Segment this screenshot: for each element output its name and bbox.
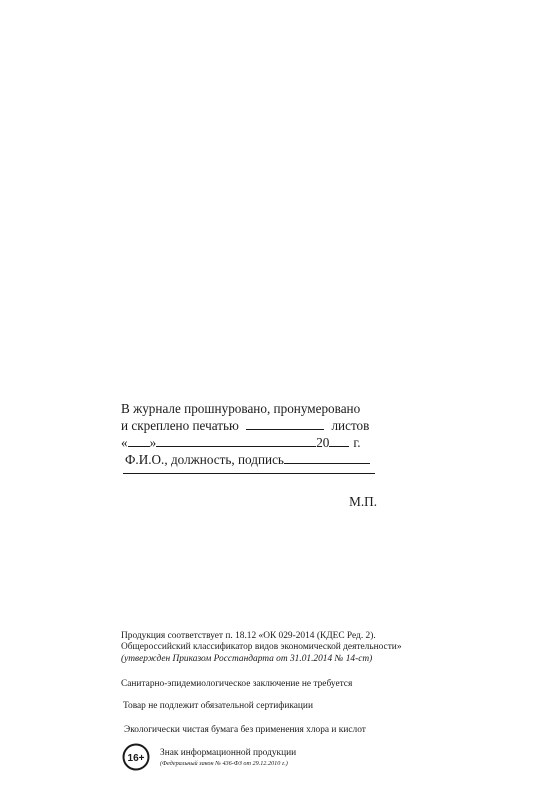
age-rating-mark: 16+ — [127, 753, 145, 764]
sheets-label: листов — [331, 418, 370, 433]
eco-paper-note: Экологически чистая бумага без применения хлора и кислот — [124, 725, 366, 735]
signature-blank — [284, 451, 370, 464]
date-line — [121, 434, 361, 451]
certificate-line-1: В журнале прошнуровано, пронумеровано — [121, 401, 361, 416]
conformity-line-2: Общероссийский классификатор видов экономической деятельности» — [121, 642, 402, 652]
stamp-place-label: М.П. — [349, 494, 377, 509]
age-rating-icon — [122, 743, 150, 771]
certificate-line-2 — [121, 417, 369, 434]
age-rating-law: (Федеральный закон № 436-ФЗ от 29.12.2010 г.) — [160, 760, 288, 767]
conformity-line-3: (утвержден Приказом Росстандарта от 31.01.2014 № 14-ст) — [121, 654, 373, 664]
sanitary-note: Санитарно-эпидемиологическое заключение не требуется — [121, 679, 353, 689]
separator-line — [123, 473, 375, 474]
sheet-count-blank — [246, 417, 324, 430]
sealed-label: и скреплено печатью — [121, 418, 239, 433]
day-blank — [128, 434, 150, 447]
signature-label: Ф.И.О., должность, подпись — [125, 452, 284, 467]
month-blank — [156, 434, 316, 447]
year-blank — [329, 434, 349, 447]
conformity-line-1: Продукция соответствует п. 18.12 «ОК 029-2014 (КДЕС Ред. 2). — [121, 631, 376, 641]
year-prefix: 20 — [316, 435, 330, 450]
year-suffix: г. — [353, 435, 361, 450]
age-rating-label: Знак информационной продукции — [160, 748, 297, 758]
signature-line — [125, 451, 370, 468]
open-quote: « — [121, 435, 128, 450]
close-quote: » — [149, 435, 157, 450]
certification-note: Товар не подлежит обязательной сертификации — [123, 701, 313, 711]
